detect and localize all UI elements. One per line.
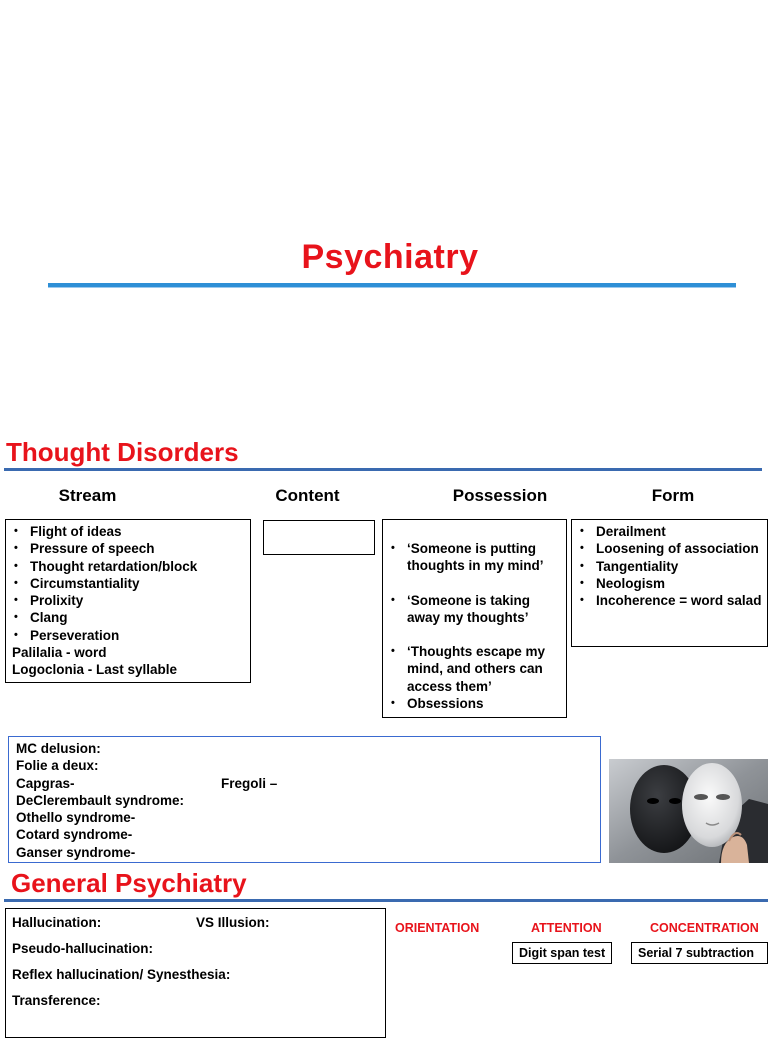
hallucination-label: Hallucination: <box>12 915 102 930</box>
delusion-fregoli: Fregoli – <box>221 775 278 791</box>
list-item: • ‘Thoughts escape my mind, and others can access them’ <box>387 643 562 695</box>
serial-7-subtraction-box: Serial 7 subtraction <box>631 942 768 964</box>
general-psychiatry-box <box>5 908 386 1038</box>
delusions-box <box>8 736 601 863</box>
delusion-declerembault: DeClerembault syndrome: <box>16 792 185 808</box>
digit-span-test-box: Digit span test <box>512 942 612 964</box>
list-item: • Loosening of association <box>576 540 763 557</box>
list-item: • Clang <box>10 609 246 626</box>
section-divider-general-psychiatry <box>4 899 768 902</box>
stream-note-palilalia: Palilalia - word <box>12 645 107 661</box>
concentration-heading: CONCENTRATION <box>650 921 759 935</box>
illusion-label: VS Illusion: <box>196 915 270 930</box>
delusion-ganser: Ganser syndrome- <box>16 844 136 860</box>
delusion-folie: Folie a deux: <box>16 758 99 774</box>
delusion-othello: Othello syndrome- <box>16 810 136 826</box>
list-item: • Neologism <box>576 575 763 592</box>
content-box <box>263 520 375 555</box>
form-box <box>571 519 768 647</box>
list-item: • Perseveration <box>10 627 246 644</box>
list-item: • Flight of ideas <box>10 523 246 540</box>
list-item: • Obsessions <box>387 695 562 712</box>
list-item: • Incoherence = word salad <box>576 592 763 609</box>
orientation-heading: ORIENTATION <box>395 921 480 935</box>
list-item: • Pressure of speech <box>10 540 246 557</box>
delusion-mc: MC delusion: <box>16 741 101 756</box>
column-header-form: Form <box>651 486 695 505</box>
stream-note-logoclonia: Logoclonia - Last syllable <box>12 662 178 678</box>
delusion-cotard: Cotard syndrome- <box>16 827 133 843</box>
possession-box <box>382 519 567 718</box>
form-list <box>576 523 763 609</box>
section-title-general-psychiatry: General Psychiatry <box>11 868 247 898</box>
list-item: • Derailment <box>576 523 763 540</box>
section-title-thought-disorders: Thought Disorders <box>6 437 239 467</box>
possession-list <box>387 540 562 712</box>
list-item: • ‘Someone is taking away my thoughts’ <box>387 592 562 627</box>
delusion-capgras: Capgras- <box>16 775 75 791</box>
stream-list <box>10 523 246 644</box>
list-item: • ‘Someone is putting thoughts in my mind’ <box>387 540 562 575</box>
attention-heading: ATTENTION <box>531 921 602 935</box>
list-item: • Prolixity <box>10 592 246 609</box>
list-item: • Tangentiality <box>576 558 763 575</box>
column-header-content: Content <box>275 486 340 505</box>
masks-photo-icon <box>609 759 768 863</box>
page-title: Psychiatry <box>301 238 479 276</box>
column-header-possession: Possession <box>452 486 548 505</box>
pseudo-hallucination-label: Pseudo-hallucination: <box>12 941 154 956</box>
section-divider-thought-disorders <box>4 468 762 471</box>
list-item: • Thought retardation/block <box>10 558 246 575</box>
list-item: • Circumstantiality <box>10 575 246 592</box>
title-divider <box>48 283 736 287</box>
stream-box <box>5 519 251 683</box>
masks-photo <box>609 759 768 863</box>
transference-label: Transference: <box>12 993 101 1008</box>
reflex-hallucination-label: Reflex hallucination/ Synesthesia: <box>12 967 231 982</box>
column-header-stream: Stream <box>58 486 117 505</box>
